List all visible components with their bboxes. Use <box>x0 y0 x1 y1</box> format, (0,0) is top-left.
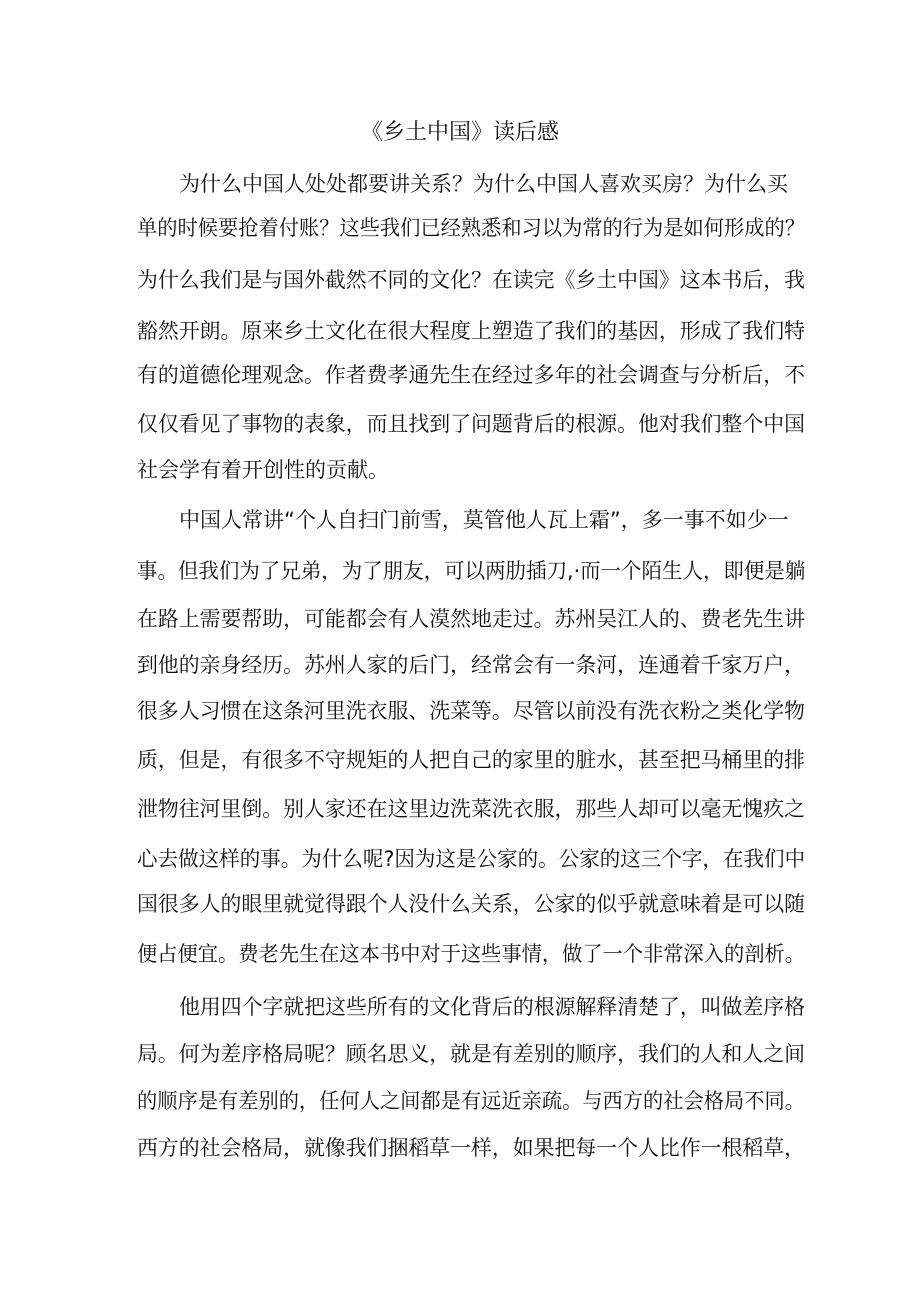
paragraph-1-line-3: 为什么我们是与国外截然不同的文化？在读完《乡土中国》这本书后，我 <box>137 268 805 292</box>
paragraph-1-line-4: 豁然开朗。原来乡土文化在很大程度上塑造了我们的基因，形成了我们特 <box>137 319 805 343</box>
paragraph-2-line-3: 在路上需要帮助，可能都会有人漠然地走过。苏州吴江人的、费老先生讲 <box>137 607 805 631</box>
paragraph-3-line-2: 局。何为差序格局呢？顾名思义，就是有差别的顺序，我们的人和人之间 <box>137 1042 805 1066</box>
paragraph-1-line-7: 社会学有着开创性的贡献。 <box>137 458 389 482</box>
paragraph-1-line-6: 仅仅看见了事物的表象，而且找到了问题背后的根源。他对我们整个中国 <box>137 412 805 436</box>
document-title: 《乡土中国》读后感 <box>360 120 559 145</box>
paragraph-1-line-1: 为什么中国人处处都要讲关系？为什么中国人喜欢买房？为什么买 <box>179 172 788 196</box>
paragraph-2-line-4: 到他的亲身经历。苏州人家的后门，经常会有一条河，连通着千家万户， <box>137 653 805 677</box>
paragraph-2-line-1: 中国人常讲“个人自扫门前雪，莫管他人瓦上霜”，多一事不如少一 <box>179 508 789 532</box>
paragraph-1-line-5: 有的道德伦理观念。作者费孝通先生在经过多年的社会调查与分析后，不 <box>137 363 805 387</box>
paragraph-3-line-4: 西方的社会格局，就像我们捆稻草一样，如果把每一个人比作一根稻草， <box>137 1136 805 1160</box>
paragraph-2-line-9: 国很多人的眼里就觉得跟个人没什么关系，公家的似乎就意味着是可以随 <box>137 892 805 916</box>
paragraph-2-line-6: 质，但是，有很多不守规矩的人把自己的家里的脏水，甚至把马桶里的排 <box>137 748 805 772</box>
paragraph-3-line-1: 他用四个字就把这些所有的文化背后的根源解释清楚了，叫做差序格 <box>179 995 806 1019</box>
paragraph-2-line-8: 心去做这样的事。为什么呢?因为这是公家的。公家的这三个字，在我们中 <box>137 847 806 871</box>
paragraph-2-line-2: 事。但我们为了兄弟，为了朋友，可以两肋插刀,·而一个陌生人，即便是躺 <box>137 559 806 583</box>
paragraph-1-line-2: 单的时候要抢着付账？这些我们已经熟悉和习以为常的行为是如何形成的？ <box>137 216 805 240</box>
paragraph-2-line-10: 便占便宜。费老先生在这本书中对于这些事情，做了一个非常深入的剖析。 <box>137 942 805 966</box>
paragraph-2-line-7: 泄物往河里倒。别人家还在这里边洗菜洗衣服，那些人却可以毫无愧疚之 <box>137 797 805 821</box>
paragraph-3-line-3: 的顺序是有差别的，任何人之间都是有远近亲疏。与西方的社会格局不同。 <box>137 1089 805 1113</box>
paragraph-2-line-5: 很多人习惯在这条河里洗衣服、洗菜等。尽管以前没有洗衣粉之类化学物 <box>137 699 805 723</box>
